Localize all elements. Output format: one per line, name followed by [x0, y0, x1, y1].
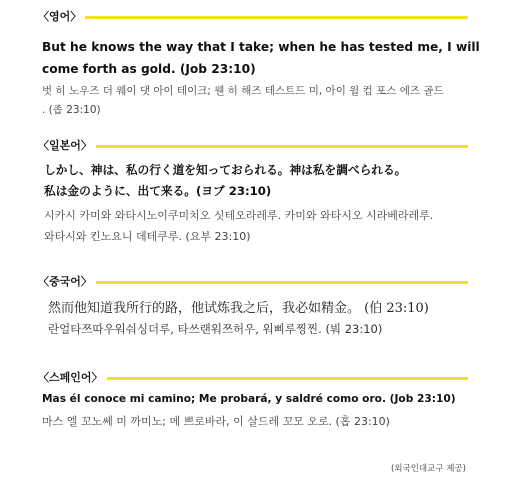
section-label: 〈스페인어〉 [38, 371, 107, 385]
source-credit: (외국인대교구 제공) [390, 464, 466, 474]
section-japanese [38, 139, 468, 243]
verse-line: 然而他知道我所行的路，他试炼我之后，我必如精金。 (伯 23:10) [48, 301, 429, 316]
verse-line: Mas él conoce mi camino; Me probará, y saldré como oro. (Job 23:10) [42, 393, 456, 405]
pronunciation-line: 와타시와 킨노요니 데테쿠루. (요부 23:10) [44, 230, 251, 243]
section-label: 〈일본어〉 [38, 139, 96, 153]
pronunciation-line: . (좁 23:10) [42, 104, 101, 116]
verse-line: しかし、神は、私の行く道を知っておられる。神は私を調べられる。 [44, 163, 407, 177]
verse-line: But he knows the way that I take; when he has tested me, I will [42, 40, 480, 54]
header-divider [38, 281, 468, 284]
section-label: 〈영어〉 [38, 10, 85, 24]
header-divider [38, 145, 468, 148]
section-header [38, 139, 468, 153]
section-header [38, 10, 468, 24]
section-header [38, 275, 468, 289]
verse-line: 私は金のように、出て来る。(ヨブ 23:10) [44, 184, 272, 198]
section-chinese [38, 275, 468, 336]
section-english [38, 10, 480, 116]
pronunciation-line: 시카시 카미와 와타시노이쿠미치오 싯테오라레루. 카미와 와타시오 시라베라레루. [44, 209, 434, 222]
section-label: 〈중국어〉 [38, 275, 96, 289]
pronunciation-line: 란얼타쯔따우워숴싱더루, 타쓰랜워쯔허우, 워삐루찡찐. (붜 23:10) [48, 322, 383, 336]
pronunciation-line: 마스 엘 꼬노쎄 미 까미노; 메 쁘로바라, 이 살드레 꼬모 오로. (홉 23:10) [42, 415, 390, 428]
verse-line: come forth as gold. (Job 23:10) [42, 62, 256, 76]
section-spanish [38, 371, 468, 428]
header-divider [38, 16, 468, 19]
pronunciation-line: 벗 히 노우즈 더 웨이 댓 아이 테이크; 웬 히 해즈 테스트드 미, 아이 윌 컴 포스 에즈 골드 [42, 85, 444, 97]
section-header [38, 371, 468, 385]
